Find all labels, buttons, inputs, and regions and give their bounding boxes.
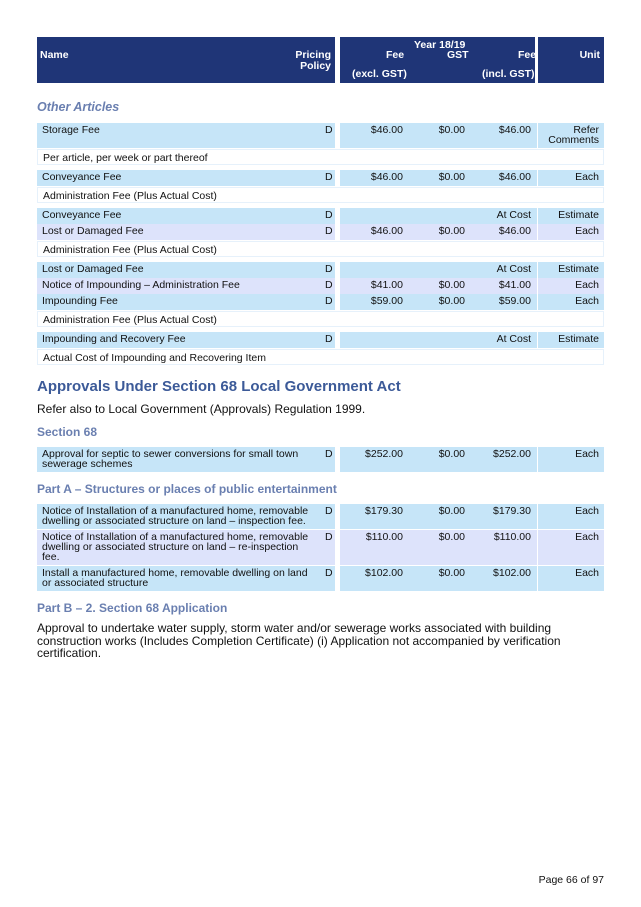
header-unit-cell: [538, 37, 604, 83]
row-policy: D: [325, 225, 333, 237]
row-policy: D: [325, 505, 333, 517]
row-fee: $110.00: [365, 531, 403, 543]
row-unit: Each: [575, 171, 599, 183]
row-name: Impounding and Recovery Fee: [42, 333, 186, 345]
table-row: [37, 504, 604, 529]
row-name: Notice of Installation of a manufactured home, removable: [42, 531, 309, 543]
approvals-intro: Refer also to Local Government (Approvals) Regulation 1999.: [37, 402, 366, 416]
row-fee: $41.00: [370, 279, 403, 291]
row-policy: D: [325, 295, 333, 307]
row-name: Conveyance Fee: [42, 171, 122, 183]
row-description: Administration Fee (Plus Actual Cost): [37, 187, 604, 203]
row-fee-incl: $102.00: [493, 567, 531, 579]
row-name: or associated structure: [42, 577, 149, 589]
row-unit: Estimate: [558, 333, 599, 345]
row-name: Lost or Damaged Fee: [42, 225, 144, 237]
header-pricing-policy-2: Policy: [300, 60, 331, 72]
row-fee: $46.00: [370, 225, 403, 237]
header-year: Year 18/19: [414, 39, 466, 51]
header-fee-cell: [340, 37, 535, 83]
row-description: Administration Fee (Plus Actual Cost): [37, 311, 604, 327]
row-policy: D: [325, 171, 333, 183]
row-fee-incl: $179.30: [493, 505, 531, 517]
row-fee-incl: $46.00: [498, 225, 531, 237]
table-row: [37, 278, 604, 294]
table-row: [37, 566, 604, 591]
row-name: Impounding Fee: [42, 295, 118, 307]
row-gst: $0.00: [438, 295, 465, 307]
row-name: fee.: [42, 551, 60, 563]
row-unit: Each: [575, 531, 599, 543]
row-gst: $0.00: [438, 505, 465, 517]
row-policy: D: [325, 567, 333, 579]
header-fee: Fee: [386, 49, 405, 61]
part-a-heading: Part A – Structures or places of public entertainment: [37, 482, 337, 496]
table-row: [37, 208, 604, 224]
row-policy: D: [325, 531, 333, 543]
row-fee: $46.00: [370, 171, 403, 183]
row-gst: $0.00: [438, 531, 465, 543]
row-name: Notice of Impounding – Administration Fee: [42, 279, 240, 291]
row-fee-incl: At Cost: [496, 263, 531, 275]
row-fee-incl: $110.00: [493, 531, 531, 543]
table-row: [37, 262, 604, 278]
row-policy: D: [325, 279, 333, 291]
section-68-heading: Section 68: [37, 425, 98, 439]
row-fee: $252.00: [365, 448, 403, 460]
row-policy: D: [325, 209, 333, 221]
row-name: Install a manufactured home, removable dwelling on land: [42, 567, 308, 579]
row-unit: Comments: [548, 134, 599, 146]
header-fee-incl-label: Fee: [518, 49, 537, 61]
row-policy: D: [325, 263, 333, 275]
row-name: Storage Fee: [42, 124, 100, 136]
row-fee: $102.00: [365, 567, 403, 579]
header-fee-excl: (excl. GST): [352, 68, 407, 80]
header-unit: Unit: [579, 49, 600, 61]
row-fee-incl: $252.00: [493, 448, 531, 460]
table-row: [37, 332, 604, 348]
row-name: dwelling or associated structure on land – re-inspection: [42, 541, 299, 553]
row-name: sewerage schemes: [42, 458, 133, 470]
table-row: [37, 123, 604, 148]
row-fee-incl: $46.00: [498, 124, 531, 136]
table-row: [37, 224, 604, 240]
row-unit: Each: [575, 295, 599, 307]
row-description: Actual Cost of Impounding and Recovering Item: [37, 349, 604, 365]
row-gst: $0.00: [438, 567, 465, 579]
row-fee-incl: At Cost: [496, 333, 531, 345]
header-name: Name: [40, 49, 69, 61]
page-number: Page 66 of 97: [538, 874, 604, 886]
row-description: Per article, per week or part thereof: [37, 149, 604, 165]
row-policy: D: [325, 448, 333, 460]
row-fee-incl: $59.00: [498, 295, 531, 307]
table-row: [37, 447, 604, 472]
row-gst: $0.00: [438, 171, 465, 183]
header-gst: GST: [447, 49, 469, 61]
header-fee-incl: (incl. GST): [482, 68, 535, 80]
row-name: Notice of Installation of a manufactured home, removable: [42, 505, 309, 517]
row-fee-incl: $41.00: [498, 279, 531, 291]
part-b-text: Approval to undertake water supply, storm water and/or sewerage works associated with building construction works (Includes Completion Certificate) (i) Application not accompanied by verification certification.: [37, 621, 561, 660]
row-fee: $46.00: [370, 124, 403, 136]
row-policy: D: [325, 124, 333, 136]
part-b-heading: Part B – 2. Section 68 Application: [37, 601, 228, 615]
row-unit: Each: [575, 225, 599, 237]
row-name: Approval for septic to sewer conversions for small town: [42, 448, 299, 460]
row-gst: $0.00: [438, 225, 465, 237]
row-unit: Each: [575, 279, 599, 291]
row-gst: $0.00: [438, 279, 465, 291]
row-fee-incl: At Cost: [496, 209, 531, 221]
row-unit: Each: [575, 448, 599, 460]
row-unit: Estimate: [558, 263, 599, 275]
row-fee: $179.30: [365, 505, 403, 517]
row-unit: Each: [575, 505, 599, 517]
section-approvals-title: Approvals Under Section 68 Local Government Act: [37, 378, 401, 395]
row-unit: Each: [575, 567, 599, 579]
row-unit: Estimate: [558, 209, 599, 221]
row-name: dwelling or associated structure on land – inspection fee.: [42, 515, 306, 527]
section-other-articles: Other Articles: [37, 100, 120, 114]
row-name: Lost or Damaged Fee: [42, 263, 144, 275]
row-description: Administration Fee (Plus Actual Cost): [37, 241, 604, 257]
row-gst: $0.00: [438, 448, 465, 460]
row-fee-incl: $46.00: [498, 171, 531, 183]
row-name: Conveyance Fee: [42, 209, 122, 221]
table-row: [37, 294, 604, 310]
header-name-cell: [37, 37, 335, 83]
row-gst: $0.00: [438, 124, 465, 136]
row-policy: D: [325, 333, 333, 345]
row-unit: Refer: [573, 124, 599, 136]
header-pricing-policy-1: Pricing: [295, 49, 331, 61]
table-row: [37, 530, 604, 565]
table-row: [37, 170, 604, 186]
row-fee: $59.00: [370, 295, 403, 307]
